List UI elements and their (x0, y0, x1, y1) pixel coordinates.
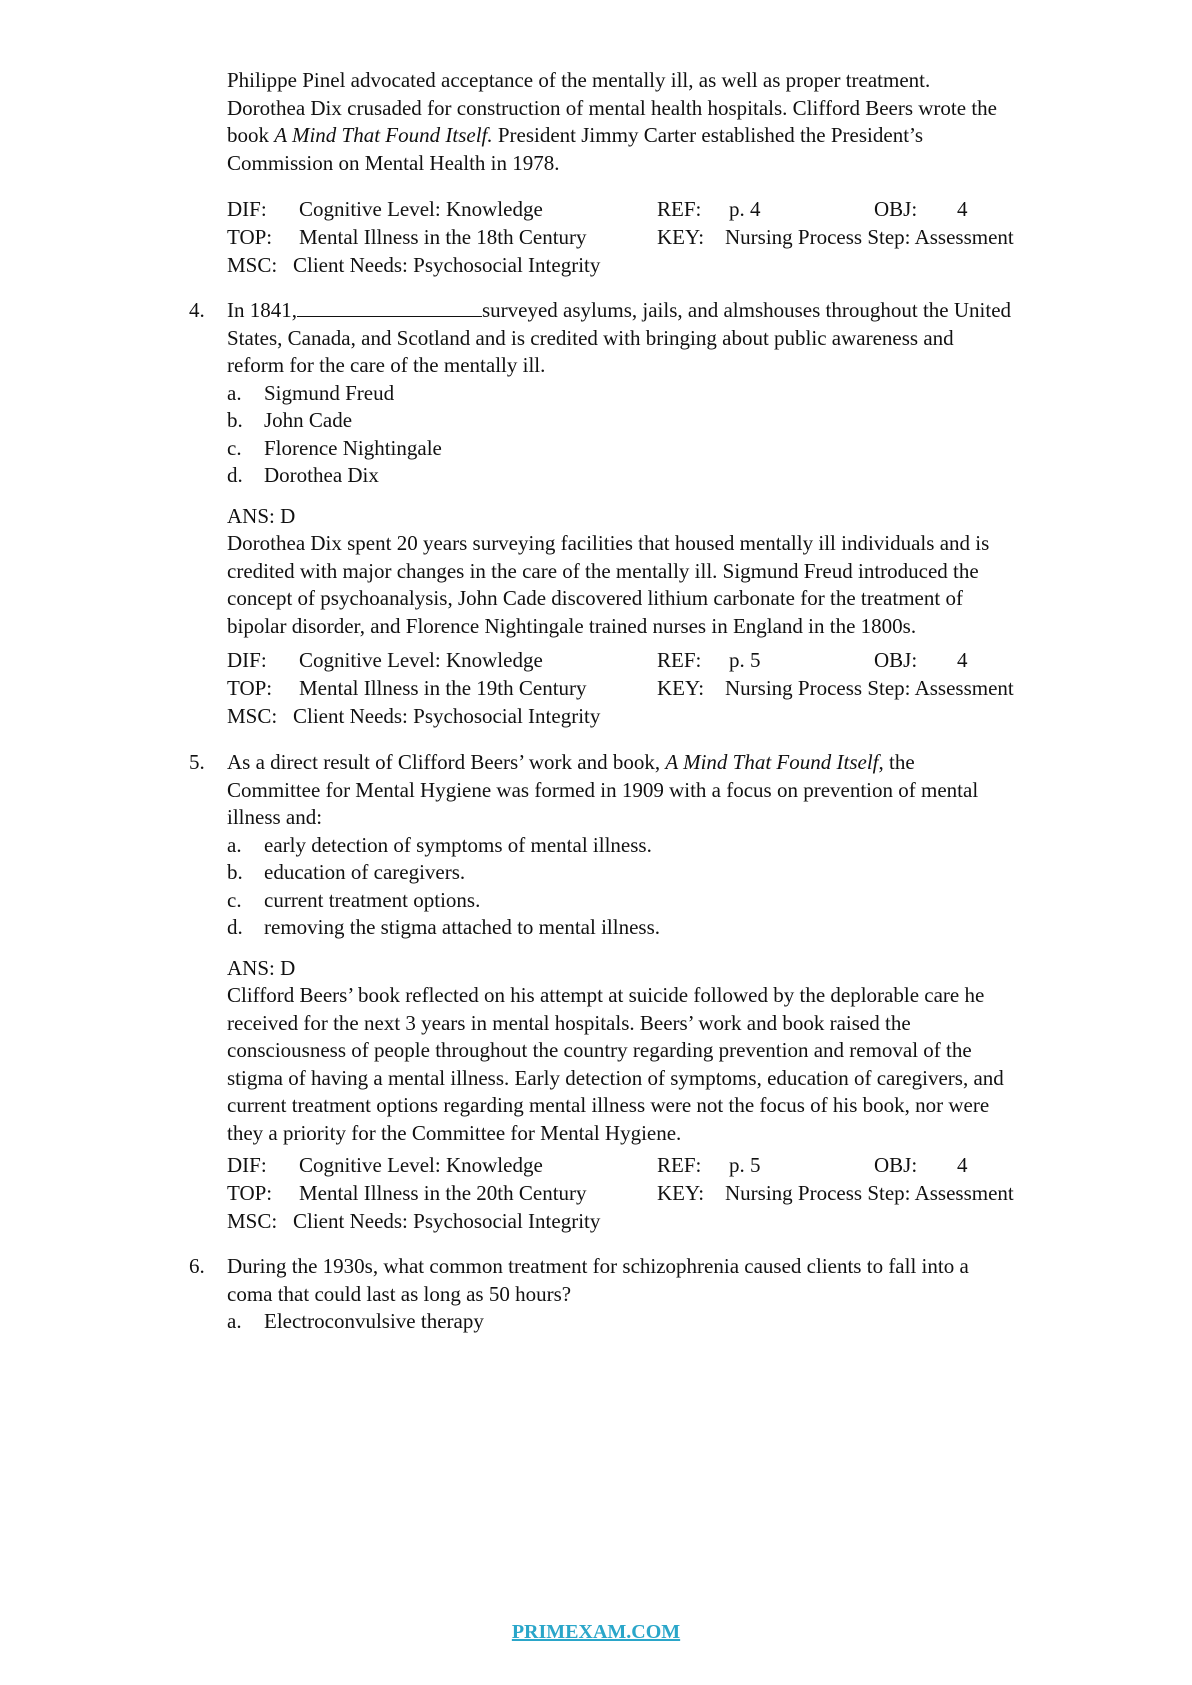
rationale-line: current treatment options regarding mental illness were not the focus of his book, nor were (227, 1093, 990, 1117)
ref-label: REF: (657, 648, 702, 672)
obj-label: OBJ: (874, 648, 918, 672)
top-value: Mental Illness in the 18th Century (299, 225, 587, 249)
answer-options (227, 1308, 1127, 1336)
top-label: TOP: (227, 676, 273, 700)
stem-line: Committee for Mental Hygiene was formed in 1909 with a focus on prevention of mental (227, 777, 979, 802)
msc-value: Client Needs: Psychosocial Integrity (293, 1209, 601, 1233)
option-text: education of caregivers. (264, 860, 466, 884)
obj-value: 4 (957, 648, 968, 672)
obj-value: 4 (957, 1153, 968, 1177)
key-label: KEY: (657, 225, 705, 249)
option-b (227, 859, 1127, 887)
primexam-link[interactable]: PRIMEXAM.COM (511, 1621, 681, 1643)
answer-options (227, 380, 1127, 490)
top-value: Mental Illness in the 19th Century (299, 676, 587, 700)
meta-row-dif (227, 196, 1127, 224)
rationale (227, 530, 1127, 640)
meta-row-msc (227, 252, 1127, 280)
dif-label: DIF: (227, 197, 267, 221)
option-text: Sigmund Freud (264, 380, 395, 405)
meta-row-msc (227, 1208, 1127, 1236)
stem-line: reform for the care of the mentally ill. (227, 353, 546, 377)
question-number: 6. (189, 1254, 205, 1278)
msc-label: MSC: (227, 1209, 278, 1233)
question-stem (227, 1253, 1127, 1336)
answer-key: ANS: D (227, 955, 296, 980)
stem-line (227, 749, 1127, 777)
stem-text: , the (878, 750, 915, 774)
meta-row-top (227, 224, 1127, 252)
option-letter: a. (227, 832, 242, 857)
option-text: early detection of symptoms of mental illness. (264, 832, 652, 857)
rationale (227, 982, 1127, 1147)
dif-value: Cognitive Level: Knowledge (299, 197, 543, 221)
option-b (227, 407, 1127, 435)
key-value: Nursing Process Step: Assessment (725, 1181, 1014, 1205)
obj-label: OBJ: (874, 197, 918, 221)
rationale-text: book (227, 123, 275, 147)
ref-value: p. 5 (729, 1153, 761, 1177)
dif-value: Cognitive Level: Knowledge (299, 1153, 543, 1177)
key-value: Nursing Process Step: Assessment (725, 676, 1014, 700)
obj-value: 4 (957, 197, 968, 221)
book-title: A Mind That Found Itself. (274, 123, 493, 147)
question-stem (227, 749, 1127, 1147)
fill-in-blank (297, 298, 482, 317)
option-letter: d. (227, 915, 243, 939)
option-letter: a. (227, 1309, 242, 1333)
question-stem (227, 297, 1127, 640)
rationale-line: consciousness of people throughout the country regarding prevention and removal of the (227, 1038, 972, 1062)
question-3-rationale (227, 67, 1127, 177)
option-letter: d. (227, 463, 243, 487)
rationale-line: bipolar disorder, and Florence Nightingale trained nurses in England in the 1800s. (227, 613, 917, 638)
stem-line: States, Canada, and Scotland and is credited with bringing about public awareness and (227, 325, 954, 350)
rationale-line (227, 122, 1127, 150)
ref-value: p. 4 (729, 197, 761, 221)
dif-label: DIF: (227, 648, 267, 672)
option-text: removing the stigma attached to mental illness. (264, 915, 660, 939)
ref-label: REF: (657, 1153, 702, 1177)
rationale-line: Dorothea Dix spent 20 years surveying facilities that housed mentally ill individuals and is (227, 531, 990, 555)
meta-row-dif (227, 647, 1127, 675)
meta-row-msc (227, 703, 1127, 731)
ref-label: REF: (657, 197, 702, 221)
key-label: KEY: (657, 676, 705, 700)
msc-label: MSC: (227, 253, 278, 277)
meta-row-top (227, 1180, 1127, 1208)
stem-line (227, 297, 1127, 325)
option-a (227, 1308, 1127, 1336)
page-footer (0, 1618, 1192, 1647)
answer-options (227, 832, 1127, 942)
option-letter: a. (227, 380, 242, 405)
obj-label: OBJ: (874, 1153, 918, 1177)
option-letter: b. (227, 408, 243, 432)
option-letter: b. (227, 860, 243, 884)
question-4-metadata (227, 647, 1127, 731)
rationale-line: Commission on Mental Health in 1978. (227, 150, 560, 175)
top-value: Mental Illness in the 20th Century (299, 1181, 587, 1205)
meta-row-dif (227, 1152, 1127, 1180)
option-text: Florence Nightingale (264, 435, 442, 460)
rationale-text: President Jimmy Carter established the President’s (492, 123, 924, 147)
option-text: Dorothea Dix (264, 463, 379, 487)
option-a (227, 380, 1127, 408)
top-label: TOP: (227, 1181, 273, 1205)
rationale-line: they a priority for the Committee for Mental Hygiene. (227, 1120, 682, 1145)
option-letter: c. (227, 887, 242, 912)
option-c (227, 887, 1127, 915)
rationale-line: credited with major changes in the care of the mentally ill. Sigmund Freud introduced the (227, 558, 979, 583)
ref-value: p. 5 (729, 648, 761, 672)
dif-value: Cognitive Level: Knowledge (299, 648, 543, 672)
option-letter: c. (227, 435, 242, 460)
question-3-metadata (227, 196, 1127, 280)
stem-line: During the 1930s, what common treatment for schizophrenia caused clients to fall into a (227, 1254, 969, 1278)
answer-key: ANS: D (227, 503, 296, 528)
meta-row-top (227, 675, 1127, 703)
key-label: KEY: (657, 1181, 705, 1205)
stem-text: surveyed asylums, jails, and almshouses throughout the United (482, 298, 1012, 322)
book-title: A Mind That Found Itself (665, 750, 879, 774)
question-number: 5. (189, 750, 205, 774)
key-value: Nursing Process Step: Assessment (725, 225, 1014, 249)
msc-label: MSC: (227, 704, 278, 728)
question-number: 4. (189, 298, 205, 322)
msc-value: Client Needs: Psychosocial Integrity (293, 704, 601, 728)
option-text: current treatment options. (264, 887, 481, 912)
top-label: TOP: (227, 225, 273, 249)
option-text: John Cade (264, 408, 353, 432)
stem-text: In 1841, (227, 298, 297, 322)
rationale-line: stigma of having a mental illness. Early detection of symptoms, education of caregivers, and (227, 1065, 1004, 1090)
msc-value: Client Needs: Psychosocial Integrity (293, 253, 601, 277)
option-c (227, 435, 1127, 463)
question-5-metadata (227, 1152, 1127, 1236)
stem-line: coma that could last as long as 50 hours? (227, 1281, 572, 1306)
rationale-line: Dorothea Dix crusaded for construction of mental health hospitals. Clifford Beers wrote the (227, 95, 997, 120)
stem-text: As a direct result of Clifford Beers’ work and book, (227, 750, 666, 774)
rationale-line: Philippe Pinel advocated acceptance of the mentally ill, as well as proper treatment. (227, 68, 931, 92)
stem-line: illness and: (227, 805, 323, 829)
option-text: Electroconvulsive therapy (264, 1309, 484, 1333)
dif-label: DIF: (227, 1153, 267, 1177)
option-d (227, 462, 1127, 490)
option-a (227, 832, 1127, 860)
rationale-line: concept of psychoanalysis, John Cade discovered lithium carbonate for the treatment of (227, 586, 963, 610)
rationale-line: received for the next 3 years in mental hospitals. Beers’ work and book raised the (227, 1010, 911, 1035)
option-d (227, 914, 1127, 942)
rationale-line: Clifford Beers’ book reflected on his attempt at suicide followed by the deplorable care he (227, 983, 985, 1007)
